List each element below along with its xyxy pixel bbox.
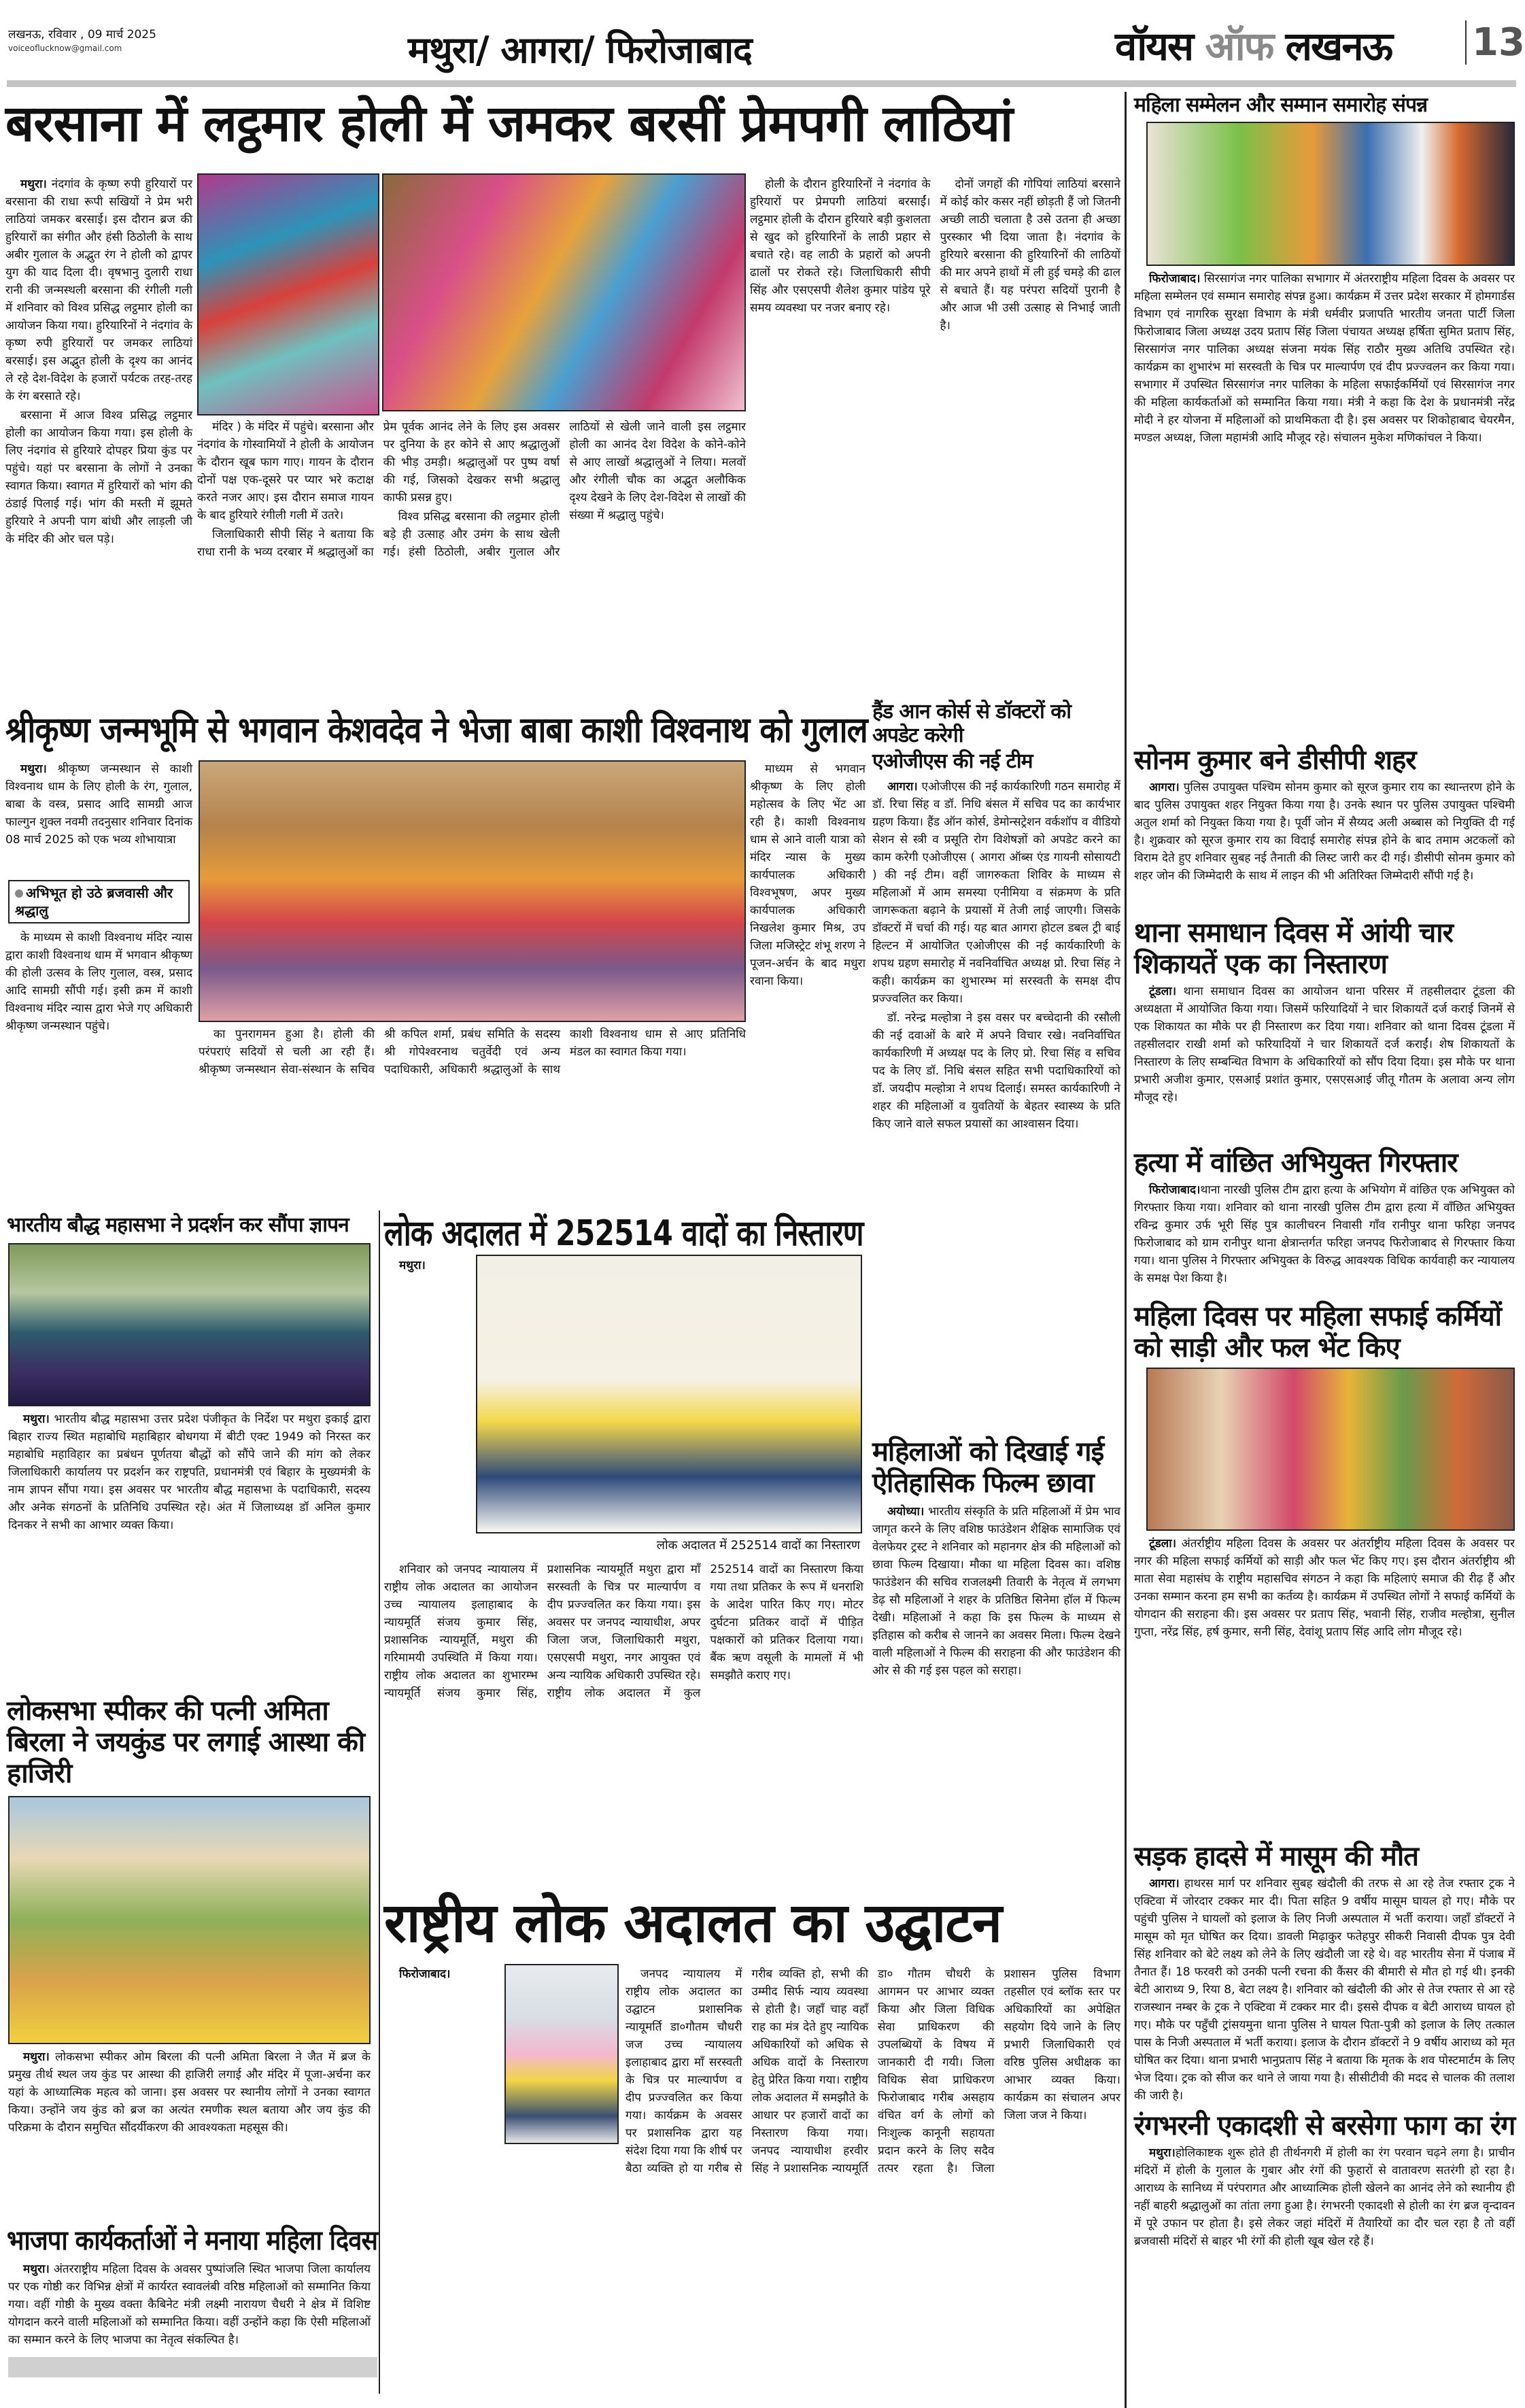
paragraph: के माध्यम से काशी विश्वनाथ मंदिर न्यास द्वारा काशी विश्वनाथ धाम में भगवान श्रीकृष्ण की होली उत्सव के लिए गुलाल, वस्त्र, प्रसाद आदि सामग्री सौंपी गई। इसी क्रम में काशी विश्वनाथ मंदिर न्यास द्वारा भेजे गए अधिकारी श्रीकृष्ण जन्मस्थान पहुंचे। [5,931,192,1033]
krishna-body-right [750,760,866,1204]
safai-body [1134,1535,1515,1834]
dateline-place: मथुरा। [20,177,47,191]
baudh-body [8,1410,371,1679]
dateline-place: आगरा। [1149,780,1180,794]
dateline-place: मथुरा। [23,2050,50,2064]
sonam-headline: सोनम कुमार बने डीसीपी शहर [1134,744,1416,776]
krishna-body-col1 [5,760,192,876]
photo-safai-karmi [1146,1368,1515,1531]
paragraph: नंदगांव के कृष्ण रुपी हुरियारों पर बरसाना की राधा रूपी सखियों ने प्रेम भरी लाठियां जमकर बरसाई। इस दौरान ब्रज की हुरियारों का संगीत और हंसी ठिठोली के साथ अबीर गुलाल के अद्भुत रंग ने होली को द्वापर युग की याद दिला दी। वृषभानु दुलारी राधा रानी की जन्मस्थली बरसाना की रंगीली गली में शनिवार को विश्व प्रसिद्ध लट्ठमार होली का आयोजन किया गया। हुरियारिनों ने नंदगांव के कृष्ण रुपी हुरियारों पर जमकर लाठियां बरसाई। इस अद्भुत होली के दृश्य का आनंद ले रहे देश-विदेश के हजारों पर्यटक तरह-तरह के रंग बरसाते रहे। [5,177,192,403]
pull-quote [8,880,190,923]
column-divider-left [379,1210,380,2394]
dateline-place: फिरोजाबाद। [399,1967,451,1981]
pull-quote-text: अभिभूत हो उठे ब्रजवासी और श्रद्धालु [15,885,173,919]
paragraph: भारतीय संस्कृति के प्रति महिलाओं में प्रेम भाव जागृत करने के लिए वशिष्ठ फाउंडेशन शैक्षिक सामाजिक एवं वेलफेयर ट्रस्ट ने शनिवार को महानगर क्षेत्र की महिलाओं को छावा फिल्म दिखाया। मौका था महिला दिवस का। वशिष्ठ फाउंडेशन की सचिव राजलक्ष्मी तिवारी के नेतृत्व में लगभग डेढ़ सौ महिलाओं ने शहर के प्रतिष्ठित सिनेमा हॉल में फिल्म देखी। महिलाओं ने कहा कि इस फिल्म के माध्यम से इतिहास को करीब से जानने का अवसर मिला। फिल्म देखने वाली महिलाओं ने फिल्म की सराहना की और फाउंडेशन की ओर से की गई इस पहल को सराहा। [872,1504,1120,1678]
chhava-headline: महिलाओं को दिखाई गई ऐतिहासिक फिल्म छावा [872,1436,1104,1499]
paragraph: अंतरराष्ट्रीय महिला दिवस के अवसर पुष्पांजलि स्थित भाजपा जिला कार्यालय पर एक गोष्ठी कर विभिन्न क्षेत्रों में कार्यरत स्वावलंबी वरिष्ठ महिलाओं को सम्मानित किया गया। वहीं गोष्ठी के मुख्य वक्ता कैबिनेट मंत्री लक्ष्मी नारायण चैधरी ने क्षेत्र में विशिष्ट योगदान करने वाली महिलाओं को सम्मानित किया। वहीं उन्होंने कहा कि ऐसी महिलाओं का सम्मान करने के लिए भाजपा का नेतृत्व संकल्पित है। [8,2262,371,2347]
bjp-headline: भाजपा कार्यकर्ताओं ने मनाया महिला दिवस [7,2224,378,2256]
paragraph: दोनों जगहों की गोपियां लाठियां बरसाने में कोई कोर कसर नहीं छोड़ती हैं जो जितनी अच्छी लाठी चलाता है उसे उतना ही अच्छा पुरस्कार भी दिया जाता है। नंदगांव के हुरियारे बरसाना की हुरियारिनों की लाठियों की मार अपने हाथों में ली हुई चमड़े की ढाल से बचाते हैं। यह परंपरा सदियों पुरानी है और आज भी उसी उत्साह से निभाई जाती है। [940,177,1120,333]
paragraph: जनपद न्यायालय में राष्ट्रीय लोक अदालत का उद्घाटन प्रशासनिक न्यायूमर्ति डा०गौतम चौधरी जज उच्च न्यायालय इलाहाबाद द्वारा माँ सरस्वती के चित्र पर माल्यार्पण व दीप प्रज्ज्वलित कर किया गया। कार्यक्रम के अवसर पर प्रशासनिक द्वारा यह संदेश दिया गया कि शीर्ष पर बैठा व्यक्ति हो या गरीब से गरीब व्यक्ति हो, सभी की उम्मीद सिर्फ न्याय व्यवस्था से होती है। जहाँ चाह वहाँ राह का मंत्र देते हुए न्यायिक अधिकारियों को अधिक से अधिक वादों के निस्तारण हेतु प्रेरित किया गया। राष्ट्रीय लोक अदालत में समझौते के आधार पर हजारों वादों का निस्तारण किया गया। जनपद न्यायाधीश हरवीर सिंह ने प्रशासनिक न्यायमूर्ति डा० गौतम चौधरी के आगमन पर आभार व्यक्त किया और जिला विधिक सेवा प्राधिकरण की उपलब्धियों के विषय में जानकारी दी गयी। जिला विधिक सेवा प्राधिकरण फिरोजाबाद गरीब असहाय वंचित वर्ग के लोगों को निःशुल्क कानूनी सहायता प्रदान करने के लिए सदैव तत्पर रहता है। जिला प्रशासन पुलिस विभाग तहसील एवं ब्लॉक स्तर पर अधिकारियों का अपेक्षित सहयोग दिये जाने के लिए प्रभारी जिलाधिकारी एवं वरिष्ठ पुलिस अधीक्षक का आभार व्यक्त किया। कार्यक्रम का संचालन अपर जिला जज ने किया। [626,1967,1120,2175]
paragraph: जिलाधिकारी सीपी सिंह ने बताया कि राधा रानी के भव्य दरबार में श्रद्धालुओं का प्रेम पूर्वक आनंद लेने के लिए इस अवसर पर दुनिया के हर कोने से आए श्रद्धालुओं की भीड़ उमड़ी। श्रद्धालुओं पर पुष्प वर्षा की गई, जिसको देखकर सभी श्रद्धालु काफी प्रसन्न हुए। [197,420,560,559]
paragraph: थाना नारखी पुलिस टीम द्वारा हत्या के अभियोग में वांछित एक अभियुक्त को गिरफ्तार किया गया। शनिवार को थाना नारखी पुलिस टीम द्वारा हत्या में वाँछित अभियुक्त रविन्द्र कुमार उर्फ भूरी सिंह पुत्र कालीचरन निवासी गाँव रानीपुर थाना फरिहा जनपद फिरोजाबाद को ग्राम रानीपुर थाना क्षेत्रान्तर्गत फरिहा जनपद फिरोजाबाद से गिरफ्तार किया गया। थाना पुलिस ने गिरफ्तार अभियुक्त के विरुद्ध आवश्यक विधिक कार्यवाही कर न्यायालय के समक्ष पेश किया है। [1134,1183,1515,1285]
paragraph: बरसाना में आज विश्व प्रसिद्ध लट्ठमार होली का आयोजन किया गया। इस होली के लिए नंदगांव से हुरियारे दोपहर प्रिया कुंड पर पहुंचे। यहां पर बरसाना के लोगों ने उनका स्वागत किया। स्वागत में हुरियारों को भांग की ठंडाई पिलाई गई। भांग की मस्ती में झूमते हुरियारे ने अपनी पाग बांधी और लाड़ली जी के मंदिर की ओर चल पड़े। [5,409,192,546]
footer-bar [8,2357,377,2377]
women-conf-headline: महिला सम्मेलन और सम्मान समारोह संपन्न [1134,93,1428,117]
lead-body-right [750,175,1120,702]
paragraph: एओजीएस की नई कार्यकारिणी गठन समारोह में डॉ. रिचा सिंह व डॉ. निधि बंसल में सचिव पद का कार्यभार ग्रहण किया। हैंड ऑन कोर्स, डेमोन्सट्रेशन वर्कशॉप व वीडियो सेशन से स्त्री व प्रसूति रोग विशेषज्ञों को अपडेट करने का काम करेगी एओजीएस ( आगरा ऑब्स एंड गायनी सोसायटी ) की नई टीम। वहीं जागरुकता शिविर के माध्यम से महिलाओं में आम समस्या एनीमिया व संक्रमण के प्रति जागरूकता बढ़ाने के प्रयासों में तेजी लाई जाएगी। जिसके डॉक्टरों में चर्चा की गई। यह बात आगरा होटल डबल ट्री बाई हिल्टन में आयोजित एओजीएस की नई कार्यकारिणी के शपथ ग्रहण समारोह में नवनिर्वाचित अध्यक्ष प्रो. रिचा सिंह ने कही। कार्यक्रम का शुभारम्भ मां सरस्वती के समक्ष दीप प्रज्ज्वलित कर किया। [872,779,1120,1006]
paragraph: सिरसागंज नगर पालिका सभागार में अंतरराष्ट्रीय महिला दिवस के अवसर पर महिला सम्मेलन एवं सम्मान समारोह संपन्न हुआ। कार्यक्रम में उत्तर प्रदेश सरकार में होमगार्डस विभाग एवं नागरिक सुरक्षा विभाग के मंत्री धर्मवीर प्रजापति भारतीय जनता पार्टी जिला फिरोजाबाद जिला अध्यक्ष उदय प्रताप सिंह जिला पंचायत अध्यक्ष हर्षिता सुमित प्रताप सिंह, सिरसागंज नगर पालिका अध्यक्ष संजना मयंक सिंह राठौर मुख्य अतिथि उपस्थित रहे। कार्यक्रम का शुभारंभ मां सरस्वती के चित्र पर माल्यार्पण एवं दीप प्रज्ज्वलन कर किया गया। सभागार में उपस्थित सिरसागंज नगर पालिका के महिला सफाईकर्मियों एवं सिरसागंज नगर की महिला कार्यकर्ताओं को सम्मानित किया गया। मंत्री ने कहा कि देश के प्रधानमंत्री नरेंद्र मोदी ने हर योजना में महिलाओं को प्राथमिकता दी है। इस अवसर पर शिकोहाबाद चेयरमैन, मण्डल अध्यक्ष, जिला महामंत्री आदि मौजूद रहे। संचालन मुकेश मणिकांचल ने किया। [1134,271,1515,445]
baudh-headline: भारतीय बौद्ध महासभा ने प्रदर्शन कर सौंपा ज्ञापन [7,1213,349,1237]
section-title: मथुरा/ आगरा/ फिरोजाबाद [408,29,752,71]
aogs-body [872,778,1120,1431]
sonam-body [1134,779,1515,912]
lok-adalat-headline: लोक अदालत में 252514 वादों का निस्तारण [384,1213,863,1254]
murder-headline: हत्या में वांछित अभियुक्त गिरफ्तार [1134,1147,1458,1178]
dateline-place: अयोध्या। [887,1504,925,1519]
paragraph: डॉ. नरेन्द्र मल्होत्रा ने इस वसर पर बच्चेदानी की रसौली की नई दवाओं के बारे में अपने विचार रखे। नवनिर्वाचित कार्यकारिणी में अध्यक्ष पद के लिए प्रो. रिचा सिंह व सचिव पद के लिए डॉ. निधि बंसल सहित सभी पदाधिकारियों को डॉ. जयदीप मल्होत्रा ने शपथ दिलाई। समस्त कार्यकारिणी ने शहर की महिलाओं व युवतियों के बेहतर स्वास्थ्य के प्रति किए जाने वाले सफल प्रयासों का आश्वासन दिया। [872,1011,1120,1131]
page-number: 13 [1465,20,1525,65]
paragraph: शनिवार को जनपद न्यायालय में राष्ट्रीय लोक अदालत का आयोजन उच्च न्यायालय इलाहाबाद के न्यायमूर्ति संजय कुमार सिंह, प्रशासनिक न्यायमूर्ति, मथुरा की गरिमामयी उपस्थिति में किया गया। राष्ट्रीय लोक अदालत का शुभारम्भ न्यायमूर्ति संजय कुमार सिंह, प्रशासनिक न्यायमूर्ति मथुरा द्वारा माँ सरस्वती के चित्र पर माल्यार्पण व दीप प्रज्ज्वलित कर किया गया। इस अवसर पर जनपद न्यायाधीश, अपर जिला जज, जिलाधिकारी मथुरा, एसएसपी मथुरा, नगर आयुक्त एवं अन्य न्यायिक अधिकारी उपस्थित रहे। राष्ट्रीय लोक अदालत में कुल 252514 वादों का निस्तारण किया गया तथा प्रतिकर के रूप में धनराशि के आदेश पारित किए गए। मोटर दुर्घटना प्रतिकर वादों में पीड़ित पक्षकारों को प्रतिकर दिलाया गया। बैंक ऋण वसूली के मामलों में भी समझौते कराए गए। [384,1563,863,1700]
paragraph: होलिकाष्टक शुरू होते ही तीर्थनगरी में होली का रंग परवान चढ़ने लगा है। प्राचीन मंदिरों में होली के गुलाल के गुबार और रंगों की फुहारों से वातावरण सतरंगी हो रहा है। आराध्य के सानिध्य में परंपरागत और आध्यात्मिक होली खेलने का आनंद लेने को स्थानीय ही नहीं बाहरी श्रद्धालुओं का तांता लगा हुआ है। रंगभरनी एकादशी से होली का रंग ब्रज वृन्दावन में पूरे उफान पर होता है। इसे लेकर जहां मंदिरों में तैयारियों का दौर चल रहा है तो वहीं ब्रजवासी मंदिरों से बाहर भी रंगों की होली खूब खेल रहे हैं। [1134,2146,1515,2248]
krishna-left-column [5,760,192,1206]
paragraph: श्रीकृष्ण जन्मस्थान से काशी विश्वनाथ धाम के लिए होली के रंग, गुलाल, बाबा के वस्त्र, प्रसाद आदि सामग्री आज फाल्गुन शुक्ल नवमी तदनुसार शनिवार दिनांक 08 मार्च 2025 को एक भव्य शोभायात्रा [5,762,192,847]
dateline-place: मथुरा। [23,2262,50,2276]
right-column [1134,94,1515,2252]
photo-shobhayatra [199,760,746,1022]
photo-holi-celebration [382,173,746,411]
logo-part-1: वॉयस [1115,23,1193,69]
dateline: लखनऊ, रविवार , 09 मार्च 2025 [8,28,156,41]
chhava-body [872,1503,1120,1681]
paragraph: भारतीय बौद्ध महासभा उत्तर प्रदेश पंजीकृत के निर्देश पर मथुरा इकाई द्वारा बिहार राज्य स्थित महाबोधि महाबिहार बोधगया में बीटी एक्ट 1949 को निरस्त कर महाबोधि महाविहार का प्रबंधन पूर्णतया बौद्धों को सौंपे जाने की मांग को लेकर जिलाधिकारी कार्यालय पर प्रदर्शन कर राष्ट्रपति, प्रधानमंत्री एवं बिहार के मुख्यमंत्री के नाम ज्ञापन सौंपा गया। इस अवसर पर भारतीय बौद्ध महासभा के पदाधिकारी, सदस्य और अनेक संगठनों के प्रतिनिधि उपस्थित रहे। अंत में जिलाध्यक्ष डॉ अनिल कुमार दिनकर ने सभी का आभार व्यक्त किया। [8,1412,371,1532]
aogs-kicker: हैंड आन कोर्स से डॉक्टरों को अपडेट करेगी [872,700,1072,747]
dateline-place: आगरा। [1149,1876,1180,1890]
paragraph: विश्व प्रसिद्ध बरसाना की लट्ठमार होली बड़े ही उत्साह और उमंग के साथ खेली गई। हंसी ठिठोली, अबीर गुलाल और लाठियों से खेली जाने वाली इस लट्ठमार होली का आनंद देश विदेश के कोने-कोने से आए लाखों श्रद्धालुओं ने लिया। मलवों और रंगीली चौक का अद्भुत अलौकिक दृश्य देखने के लिए देश-विदेश से लाखों की संख्या में श्रद्धालु पहुंचे। [383,420,746,559]
bjp-body [8,2260,371,2350]
murder-body [1134,1181,1515,1297]
dateline-place: टूंडला। [1149,1536,1177,1550]
dateline-place: मथुरा। [20,762,47,776]
lead-body-col1 [5,175,192,702]
aogs-headline: एओजीएस की नई टीम [872,749,1033,773]
rashtriya-body [626,1965,1120,2401]
paragraph: का पुनरागमन हुआ है। होली की परंपराएं सदियों से चली आ रही हैं। श्रीकृष्ण जन्मस्थान सेवा-संस्थान के सचिव श्री कपिल शर्मा, प्रबंध समिति के सदस्य श्री गोपेश्वरनाथ चतुर्वेदी एवं अन्य पदाधिकारी, अधिकारी श्रद्धालुओं के साथ काशी विश्वनाथ धाम से आए प्रतिनिधि मंडल का स्वागत किया गया। [199,1028,746,1076]
photo-jaykund [8,1796,371,2044]
paragraph: होली के दौरान हुरियारिनों ने नंदगांव के हुरियारों पर प्रेमपगी लाठियां बरसाईं। लट्ठमार होली के दौरान हुरियारे बड़ी कुशलता से खुद को हुरियारिनों के लाठी प्रहार से बचाते रहे। वह लाठी के प्रहारों को अपनी ढालों पर रोकते रहे। जिलाधिकारी सीपी सिंह और एसएसपी शैलेश कुमार पांडेय पूरे समय व्यवस्था पर नजर बनाए रहे। [750,177,931,315]
logo-part-2: ऑफ [1205,23,1273,69]
column-divider-right [1125,92,1127,2408]
left-lower-column [7,1214,377,2377]
paragraph: अंतर्राष्ट्रीय महिला दिवस के अवसर पर अंतर्राष्ट्रीय महिला दिवस के अवसर पर नगर की महिला सफाई कर्मियों को साड़ी और फल भेंट किए गए। इस दौरान अंतर्राष्ट्रीय श्री माता सेवा महासंघ के राष्ट्रीय महासचिव संगठन ने कहा कि महिलाएं समाज की रीढ़ हैं और उनका सम्मान करना हम सभी का कर्तव्य है। कार्यक्रम में उपस्थित लोगों ने सफाई कर्मियों के योगदान की सराहना की। इस अवसर पर प्रताप सिंह, भवानी सिंह, राजीव मल्होत्रा, सुनील गुप्ता, नरेंद्र सिंह, हर्ष कुमार, सनी सिंह, देवांशू प्रताप सिंह आदि लोग मौजूद रहे। [1134,1536,1515,1639]
women-conf-body [1134,270,1515,739]
paragraph: थाना समाधान दिवस का आयोजन थाना परिसर में तहसीलदार टूंडला की अध्यक्षता में आयोजित किया गया। जिसमें फरियादियों ने चार शिकायतें दर्ज कराई जिनमें से एक शिकायत का मौके पर ही निस्तारण कर दिया गया। शनिवार को थाना दिवस टूंडला में तहसीलदार राखी शर्मा को फरियादियों ने चार शिकायतें दर्ज कराईं। शेष शिकायतों के निस्तारण के लिए सम्बन्धित विभाग के अधिकारियों को सौंप दिया दिया। इस मौके पर थाना प्रभारी अजीश कुमार, एसआई प्रशांत कुमार, एसएसआई जीतू गौतम के अलावा अन्य लोग मौजूद रहे। [1134,984,1515,1104]
krishna-body-under-photo [199,1025,746,1204]
dateline-place: मथुरा। [23,1412,50,1426]
paragraph: मंदिर ) के मंदिर में पहुंचे। बरसाना और नंदगांव के गोस्वामियों ने होली के आयोजन के दौरान खूब फाग गाए। गायन के दौरान दोनों पक्ष एक-दूसरे पर प्यार भरे कटाक्ष करते नजर आए। इस दौरान समाज गायन के बाद हुरियारे रंगीली गली में उतरे। [197,420,374,522]
photo-lok-adalat-mathura [476,1255,862,1533]
safai-headline: महिला दिवस पर महिला सफाई कर्मियों को साड़ी और फल भेंट किए [1134,1300,1502,1363]
photo-rashtriya-lok-adalat [504,1964,619,2144]
paragraph: माध्यम से भगवान श्रीकृष्ण के लिए होली महोत्सव के लिए भेंट आ रही है। काशी विश्वनाथ धाम से आने वाली यात्रा को मंदिर न्यास के मुख्य कार्यपालक अधिकारी विश्वभूषण, अपर मुख्य कार्यपालक अधिकारी निखलेश कुमार मिश्र, उप जिला मजिस्ट्रेट शंभू शरण ने पूजन-अर्चन के बाद मधुरा रवाना किया। [750,762,866,988]
dateline-place: फिरोजाबाद। [1149,271,1201,286]
rashtriya-body-col1 [384,1965,500,2401]
paragraph: पुलिस उपायुक्त पश्चिम सोनम कुमार को सूरज कुमार राय का स्थान्तरण होने के बाद पुलिस उपायुक्त शहर नियुक्त किया गया है। उनके स्थान पर पुलिस उपायुक्त पश्चिमी अतुल शर्मा को नियुक्त किया गया है। पूर्वी जोन में सैय्यद अली अब्बास को नियुक्ति दी गई है। शुक्रवार को सूरज कुमार राय का विदाई समारोह संपन्न होने के बाद तमाम अटकलों को विराम देते हुए शनिवार सुबह नई तैनाती की लिस्ट जारी कर दी गई। डीसीपी सोनम कुमार को शहर जोन की जिम्मेदारी के साथ में लाइन की भी अतिरिक्त जिम्मेदारी सौंपी गई है। [1134,780,1515,883]
thana-body [1134,983,1515,1143]
photo-women-conference [1146,122,1515,266]
lead-body-under-photo [197,418,746,702]
dateline-place: मथुरा। [399,1259,426,1272]
lok-adalat-body-side [384,1257,471,1556]
dateline-place: आगरा। [887,779,918,794]
bullet-icon [15,889,23,898]
dateline-place: टूंडला। [1149,984,1177,998]
paragraph: हाथरस मार्ग पर शनिवार सुबह खंदौली की तरफ से आ रहे तेज रफ्तार ट्रक ने एक्टिवा में जोरदार टक्कर मार दी। पिता सहित 9 वर्षीय मासूम घायल हो गए। मौके पर पहुंची पुलिस ने घायलों को इलाज के लिए निजी अस्पताल में भर्ती कराया। जहाँ डॉक्टरों ने मासूम को मृत घोषित कर दिया। डावली मिढ़ाकुर फतेहपुर सीकरी निवासी दीपक पुत्र देवी सिंह शनिवार को बेटे लक्ष्य को लेने के लिए खंदौली जा रहे थे। वह भारतीय सेना में पंजाब में तैनात हैं। 18 फरवरी को उनकी पत्नी रचना की कैंसर की बीमारी से मौत हो गई थी। इनकी बेटी आराध्य 9, रिया 8, बेटा लक्ष्य है। शनिवार को खंदौली की ओर से तेज रफ्तार से आ रहे राजस्थान नम्बर के ट्रक ने एक्टिवा में टक्कर मार दी। इससे दीपक व बेटी आराध्य घायल हो गए। मौके पर पहुँची ट्रांसयमुना थाना पुलिस ने घायल पिता-पुत्री को इलाज के लिए तत्काल पास के निजी अस्पताल में भर्ती कराया। इलाज के दौरान डॉक्टरों ने 9 वर्षीय आराध्य को मृत घोषित कर दिया। थाना प्रभारी भानुप्रताप सिंह ने बताया कि मृतक के शव पोस्टमार्टम के लिए भेज दिया। ट्रक को सीज कर थाने ले जाया गया है। सीसीटीवी की मदद से चालक की तलाश की जारी है। [1134,1876,1515,2103]
krishna-headline: श्रीकृष्ण जन्मभूमि से भगवान केशवदेव ने भेजा बाबा काशी विश्वनाथ को गुलाल [5,710,868,751]
rangbharni-body [1134,2144,1515,2252]
photo-baudh-protest [8,1243,371,1406]
photo-caption: लोक अदालत में 252514 वादों का निस्तारण [656,1538,860,1553]
logo-part-3: लखनऊ [1285,23,1392,69]
masthead-logo [1115,18,1392,71]
email: voiceoflucknow@gmail.com [8,44,122,53]
photo-lathmar-holi-women [197,173,379,416]
aogs-chhava-column [872,700,1120,1681]
lok-adalat-body [384,1561,863,1880]
dateline-place: फिरोजाबाद। [1149,1183,1201,1197]
accident-headline: सड़क हादसे में मासूम की मौत [1134,1840,1418,1872]
rangbharni-headline: रंगभरनी एकादशी से बरसेगा फाग का रंग [1134,2109,1515,2141]
loksabha-headline: लोकसभा स्पीकर की पत्नी अमिता बिरला ने जयकुंड पर लगाई आस्था की हाजिरी [7,1695,365,1789]
accident-body [1134,1875,1515,2106]
dateline-place: मथुरा। [1149,2146,1176,2160]
lead-headline: बरसाना में लट्ठमार होली में जमकर बरसीं प्रेमपगी लाठियां [5,95,1013,153]
paragraph: लोकसभा स्पीकर ओम बिरला की पत्नी अमिता बिरला ने जैत में ब्रज के प्रमुख तीर्थ स्थल जय कुंड पर आस्था की हाजिरी लगाई और मंदिर में पूजा-अर्चना कर यहां के आध्यात्मिक महत्व को जाना। इस अवसर पर स्थानीय लोगों ने उनका स्वागत किया। उन्होंने जय कुंड को ब्रज का अत्यंत रमणीक स्थल बताया और जय कुंड की परिक्रमा के दौरान समुचित सौंदर्यीकरण की आवश्यकता महसूस की। [8,2050,371,2135]
rashtriya-lok-adalat-headline: राष्ट्रीय लोक अदालत का उद्घाटन [384,1891,1002,1954]
header-rule [7,80,1516,87]
krishna-body-col1b [5,929,192,1036]
thana-headline: थाना समाधान दिवस में आंयी चार शिकायतें एक का निस्तारण [1134,917,1453,980]
loksabha-body [8,2048,371,2218]
